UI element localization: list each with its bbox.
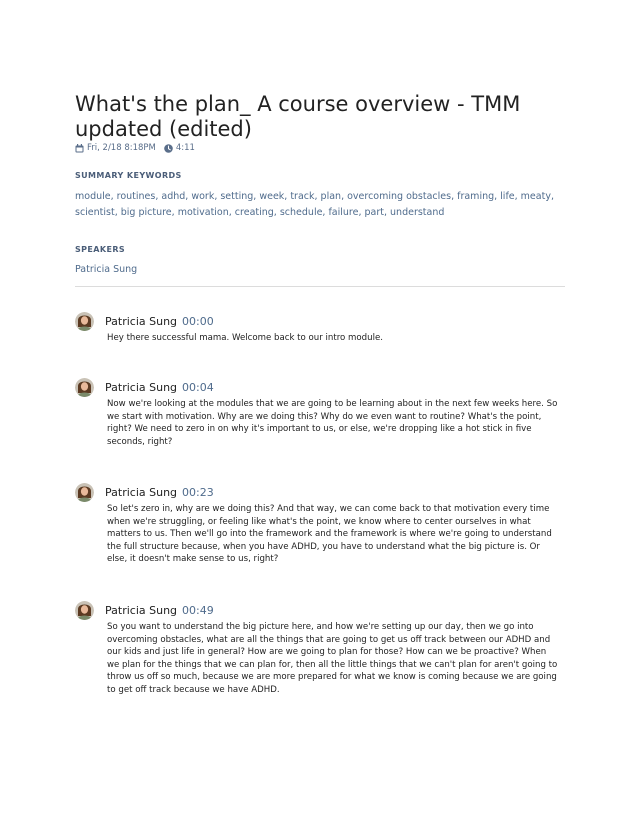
date-meta xyxy=(75,143,156,153)
recording-duration: 4:11 xyxy=(175,143,195,153)
duration-meta xyxy=(164,143,195,153)
transcript-text: Hey there successful mama. Welcome back to our intro module. xyxy=(107,333,383,343)
summary-keywords-label: SUMMARY KEYWORDS xyxy=(75,171,182,180)
entry-header xyxy=(105,381,214,394)
speaker-avatar xyxy=(75,378,94,397)
speaker-name: Patricia Sung xyxy=(105,604,178,617)
entry-header xyxy=(105,315,214,328)
summary-keywords: module, routines, adhd, work, setting, week, track, plan, overcoming obstacles, framing, life, meaty, scientist, big picture, motivation, creating, schedule, failure, part, understand xyxy=(75,191,554,218)
calendar-icon xyxy=(75,144,84,153)
recording-date: Fri, 2/18 8:18PM xyxy=(87,143,156,153)
entry-header xyxy=(105,604,214,617)
document-meta xyxy=(75,143,195,153)
clock-icon xyxy=(164,144,173,153)
timestamp[interactable]: 00:23 xyxy=(182,486,214,499)
speaker-name: Patricia Sung xyxy=(105,381,178,394)
document-title: What's the plan_ A course overview - TMM updated (edited) xyxy=(75,92,521,141)
timestamp[interactable]: 00:00 xyxy=(182,315,214,328)
speaker-avatar xyxy=(75,483,94,502)
timestamp[interactable]: 00:04 xyxy=(182,381,214,394)
speaker-avatar xyxy=(75,312,94,331)
transcript-text: Now we're looking at the modules that we are going to be learning about in the next few weeks here. So we start with motivation. Why are we doing this? Why do we even want to routine? What's the point, right? We need to zero in on why it's important to us, or else, we're dropping like a hot stick in five seconds, right? xyxy=(107,399,558,447)
speakers-list: Patricia Sung xyxy=(75,264,138,275)
speaker-avatar xyxy=(75,601,94,620)
timestamp[interactable]: 00:49 xyxy=(182,604,214,617)
transcript-text: So let's zero in, why are we doing this? And that way, we can come back to that motivation every time when we're struggling, or feeling like what's the point, we know where to center ourselves in what matters to us. Then we'll go into the framework and the framework is where we're going to understand the full structure because, when you have ADHD, you have to understand what the big picture is. Or else, it doesn't make sense to us, right? xyxy=(107,504,552,564)
speaker-name: Patricia Sung xyxy=(105,315,178,328)
divider xyxy=(75,286,565,287)
speakers-label: SPEAKERS xyxy=(75,245,126,254)
transcript-text: So you want to understand the big picture here, and how we're setting up our day, then we go into overcoming obstacles, what are all the things that are going to get us off track between our ADHD and our kids and just life in general? How are we going to plan for those? How can we be proactive? When we plan for the things that we can plan for, then all the little things that we can't plan for aren't going to throw us off so much, because we are more prepared for what we know is coming because we are going to get off track because we have ADHD. xyxy=(107,622,558,695)
speaker-name: Patricia Sung xyxy=(105,486,178,499)
entry-header xyxy=(105,486,214,499)
